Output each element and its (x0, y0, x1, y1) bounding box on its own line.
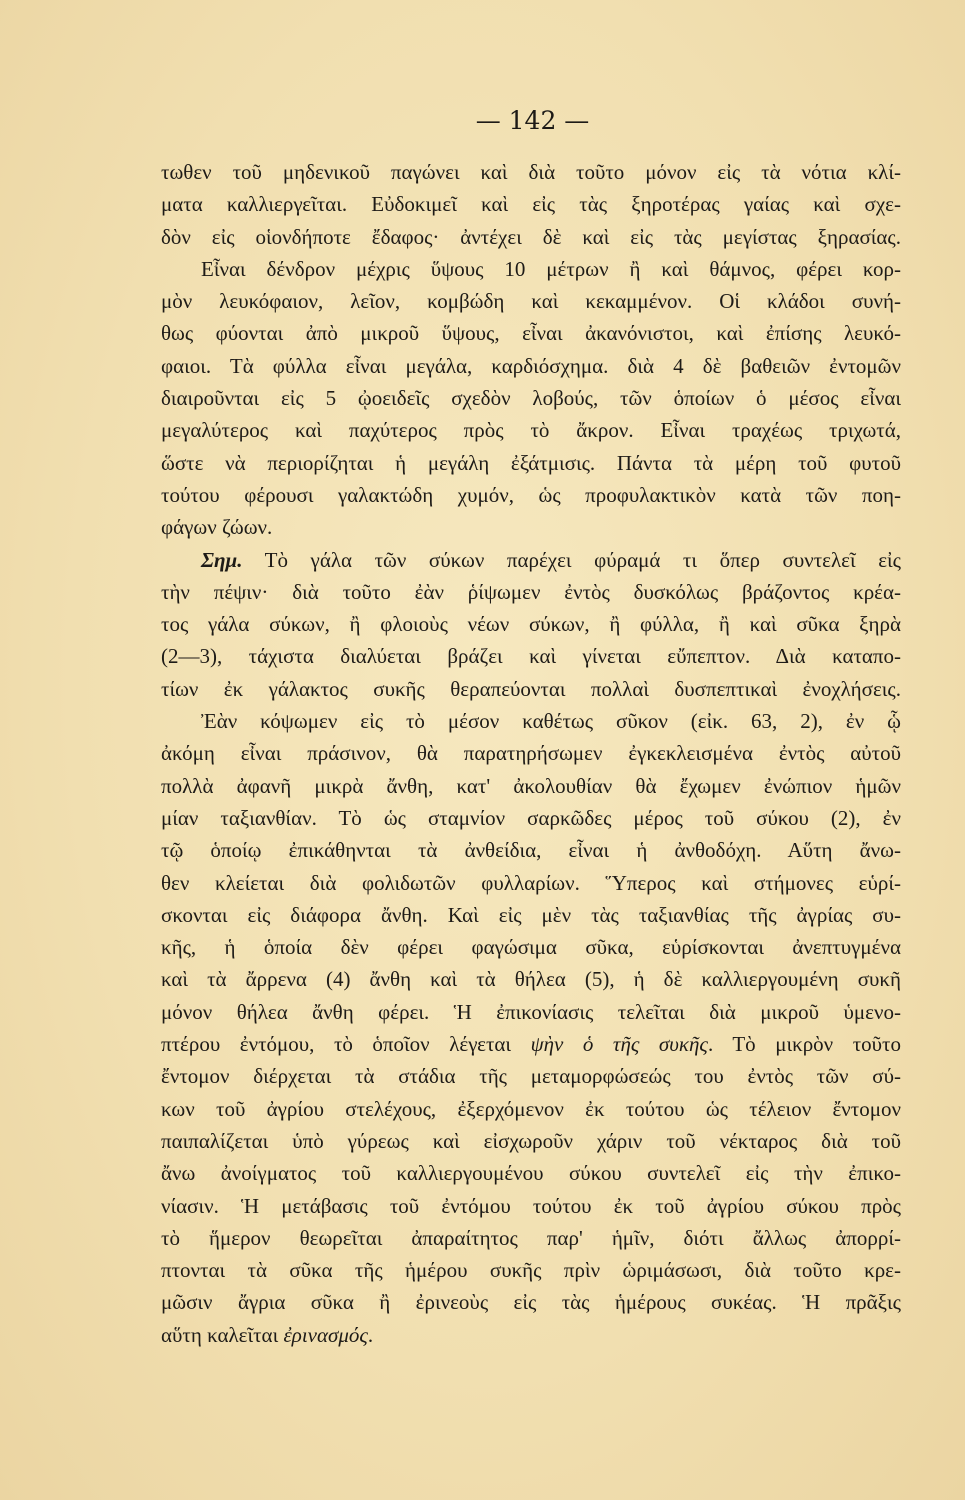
text-line: μόνον θήλεα ἄνθη φέρει. Ἡ ἐπικονίασις τελεῖται διὰ μικροῦ ὑμενο- (161, 999, 901, 1024)
text-line: νίασιν. Ἡ μετάβασις τοῦ ἐντόμου τούτου ἐκ τοῦ ἀγρίου σύκου πρὸς (161, 1193, 901, 1218)
note-label: Σημ. (201, 547, 243, 572)
text-line-psin (161, 1028, 901, 1060)
text-line: ὥστε νὰ περιορίζηται ἡ μεγάλη ἐξάτμισις. Πάντα τὰ μέρη τοῦ φυτοῦ (161, 450, 901, 475)
text-line: μεγαλύτερος καὶ παχύτερος πρὸς τὸ ἄκρον. Εἶναι τραχέως τριχωτά, (161, 418, 901, 443)
text-line: κῆς, ἡ ὁποία δὲν φέρει φαγώσιμα σῦκα, εὑρίσκονται ἀνεπτυγμένα (161, 935, 901, 960)
text-line: καὶ τὰ ἄρρενα (4) ἄνθη καὶ τὰ θήλεα (5), ἡ δὲ καλλιεργουμένη συκῆ (161, 967, 901, 992)
text-line: μίαν ταξιανθίαν. Τὸ ὡς σταμνίον σαρκῶδες μέρος τοῦ σύκου (2), ἐν (161, 805, 901, 830)
page-number: — 142 — (475, 106, 590, 135)
text-line: ἔντομον διέρχεται τὰ στάδια τῆς μεταμορφώσεώς του ἐντὸς τῶν σύ- (161, 1064, 901, 1089)
text-line: τὸ ἥμερον θεωρεῖται ἀπαραίτητος παρ' ἡμῖν, διότι ἄλλως ἀπορρί- (161, 1225, 901, 1250)
text-line: θεν κλείεται διὰ φολιδωτῶν φυλλαρίων. Ὕπερος καὶ στήμονες εὑρί- (161, 870, 901, 895)
text-line-final (161, 1319, 901, 1351)
text-line: φαιοι. Τὰ φύλλα εἶναι μεγάλα, καρδιόσχημα. διὰ 4 δὲ βαθειῶν ἐντομῶν (161, 353, 901, 378)
text-line: τῷ ὁποίῳ ἐπικάθηνται τὰ ἀνθείδια, εἶναι ἡ ἀνθοδόχη. Αὕτη ἄνω- (161, 838, 901, 863)
body-text (161, 156, 901, 1351)
note-line (161, 544, 901, 576)
final-period: . (367, 1322, 374, 1347)
text-line: κων τοῦ ἀγρίου στελέχους, ἐξερχόμενον ἐκ τούτου ὡς τέλειον ἔντομον (161, 1096, 901, 1121)
text-line: τίων ἐκ γάλακτος συκῆς θεραπεύονται πολλαὶ δυσπεπτικαὶ ἐνοχλήσεις. (161, 676, 901, 701)
text-line: τὴν πέψιν· διὰ τοῦτο ἐὰν ῥίψωμεν ἐντὸς δυσκόλως βράζοντος κρέα- (161, 579, 901, 604)
text-line: (2—3), τάχιστα διαλύεται βράζει καὶ γίνεται εὔπεπτον. Διὰ καταπο- (161, 644, 901, 669)
text-line: φάγων ζώων. (161, 515, 273, 540)
text-line: πτονται τὰ σῦκα τῆς ἡμέρου συκῆς πρὶν ὡριμάσωσι, διὰ τοῦτο κρε- (161, 1258, 901, 1283)
italic-term-erinasmos: ἐρινασμός (283, 1322, 368, 1347)
italic-term-psin: ψὴν ὁ τῆς συκῆς (530, 1032, 708, 1057)
text-segment: αὕτη καλεῖται (161, 1322, 284, 1347)
text-line: τούτου φέρουσι γαλακτώδη χυμόν, ὡς προφυλακτικὸν κατὰ τῶν ποη- (161, 482, 901, 507)
text-line: σκονται εἰς διάφορα ἄνθη. Καὶ εἰς μὲν τὰς ταξιανθίας τῆς ἀγρίας συ- (161, 902, 901, 927)
text-line: τος γάλα σύκων, ἢ φλοιοὺς νέων σύκων, ἢ φύλλα, ἢ καὶ σῦκα ξηρὰ (161, 612, 901, 637)
text-line: παιπαλίζεται ὑπὸ γύρεως καὶ εἰσχωροῦν χάριν τοῦ νέκταρος διὰ τοῦ (161, 1128, 901, 1153)
text-line: ἀκόμη εἶναι πράσινον, θὰ παρατηρήσωμεν ἐγκεκλεισμένα ἐντὸς αὐτοῦ (161, 741, 901, 766)
text-line: δὸν εἰς οἱονδήποτε ἔδαφος· ἀντέχει δὲ καὶ εἰς τὰς μεγίστας ξηρασίας. (161, 224, 901, 249)
text-line: πολλὰ ἀφανῆ μικρὰ ἄνθη, κατ' ἀκολουθίαν θὰ ἔχωμεν ἐνώπιον ἡμῶν (161, 773, 901, 798)
text-segment: πτέρου ἐντόμου, τὸ ὁποῖον λέγεται (161, 1032, 531, 1057)
text-line: μῶσιν ἄγρια σῦκα ἢ ἐρινεοὺς εἰς τὰς ἡμέρους συκέας. Ἡ πρᾶξις (161, 1290, 901, 1315)
text-line: μὸν λευκόφαιον, λεῖον, κομβώδη καὶ κεκαμμένον. Οἱ κλάδοι συνή- (161, 289, 901, 314)
text-line: ματα καλλιεργεῖται. Εὐδοκιμεῖ καὶ εἰς τὰς ξηροτέρας γαίας καὶ σχε- (161, 192, 901, 217)
text-line: Εἶναι δένδρον μέχρις ὕψους 10 μέτρων ἢ καὶ θάμνος, φέρει κορ- (201, 256, 901, 281)
text-line: τωθεν τοῦ μηδενικοῦ παγώνει καὶ διὰ τοῦτο μόνον εἰς τὰ νότια κλί- (161, 160, 901, 184)
text-line: θως φύονται ἀπὸ μικροῦ ὕψους, εἶναι ἀκανόνιστοι, καὶ ἐπίσης λευκό- (161, 321, 901, 346)
note-text: Τὸ γάλα τῶν σύκων παρέχει φύραμά τι ὅπερ συντελεῖ εἰς (264, 547, 901, 572)
text-line: Ἐὰν κόψωμεν εἰς τὸ μέσον καθέτως σῦκον (εἰκ. 63, 2), ἐν ᾧ (201, 709, 901, 734)
text-line: ἄνω ἀνοίγματος τοῦ καλλιεργουμένου σύκου συντελεῖ εἰς τὴν ἐπικο- (161, 1161, 901, 1186)
text-line: διαιροῦνται εἰς 5 ᾠοειδεῖς σχεδὸν λοβούς, τῶν ὁποίων ὁ μέσος εἶναι (161, 386, 901, 411)
text-segment: . Τὸ μικρὸν τοῦτο (707, 1032, 901, 1057)
